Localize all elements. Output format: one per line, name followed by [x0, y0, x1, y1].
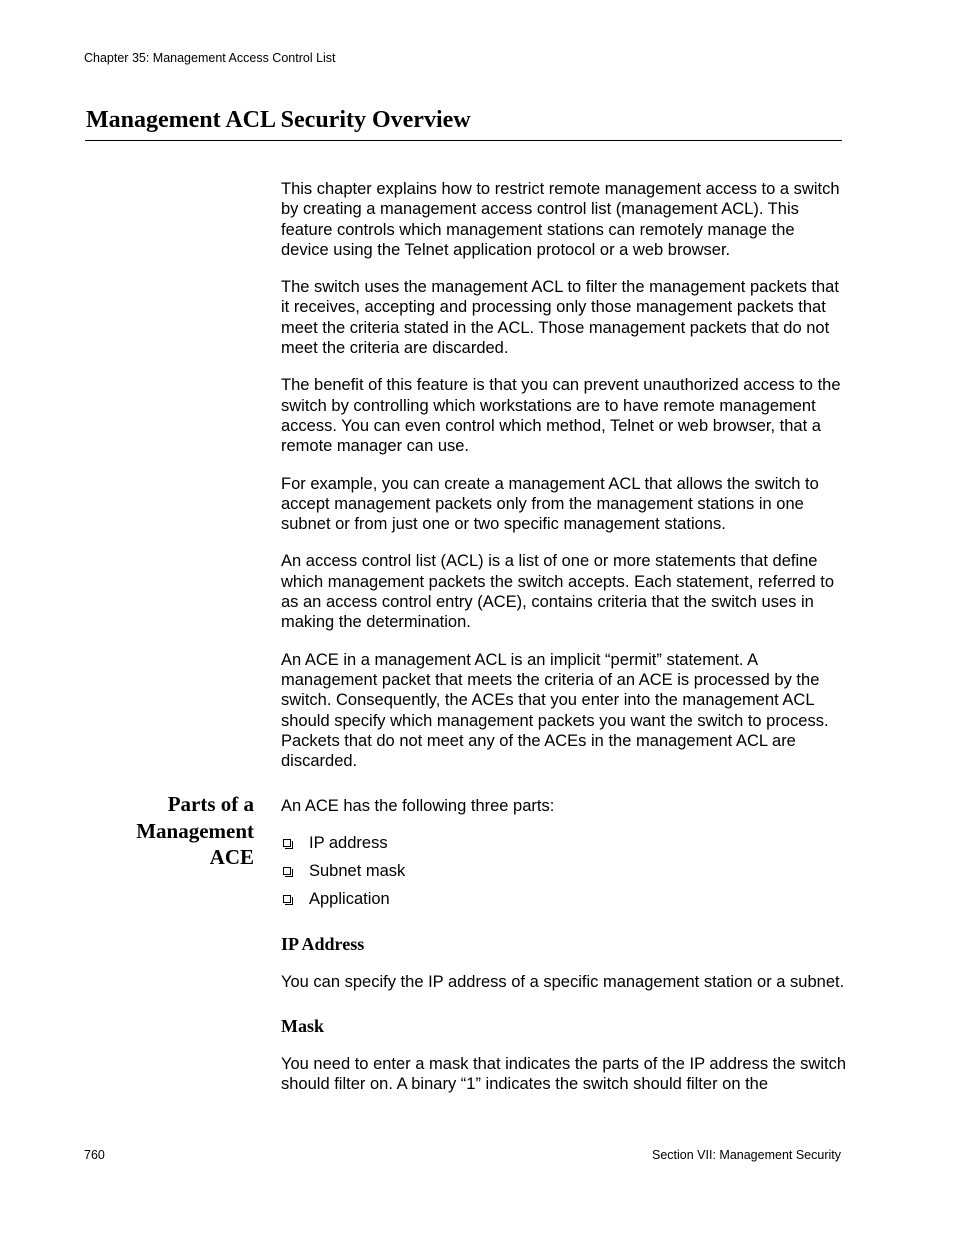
checkbox-bullet-icon: [283, 867, 291, 875]
checkbox-bullet-icon: [283, 839, 291, 847]
mask-text: You need to enter a mask that indicates the parts of the IP address the switch should filter on. A binary “1” indicates the switch should filter on the: [281, 1054, 847, 1094]
overview-paragraph: The switch uses the management ACL to filter the management packets that it receives, accepting and processing only those management packets that meet the criteria stated in the ACL. Those management packets that do not meet the criteria are discarded.: [281, 278, 839, 358]
parts-section-heading: Parts of a Management ACE: [136, 792, 254, 869]
checkbox-bullet-icon: [283, 895, 291, 903]
parts-list: [281, 833, 846, 909]
overview-paragraph: This chapter explains how to restrict remote management access to a switch by creating a management access control list (management ACL). This feature controls which management stations can remotely manage the device using the Telnet application protocol or a web browser.: [281, 180, 840, 259]
overview-paragraph: An access control list (ACL) is a list of one or more statements that define which management packets the switch accepts. Each statement, referred to as an access control entry (ACE), contains criteria that the switch uses in making the determination.: [281, 552, 835, 632]
page-title: Management ACL Security Overview: [86, 107, 471, 133]
parts-body: [281, 796, 846, 1111]
parts-intro: An ACE has the following three parts:: [281, 797, 555, 815]
running-footer: Section VII: Management Security: [652, 1148, 841, 1162]
title-rule: [85, 140, 842, 141]
mask-heading: Mask: [281, 1015, 325, 1036]
overview-paragraph: An ACE in a management ACL is an implicit “permit” statement. A management packet that meets the criteria of an ACE is processed by the switch. Consequently, the ACEs that you enter into the management ACL should specify which management packets you want the switch to process. Packets that do not meet any of the ACEs in the management ACL are discarded.: [281, 650, 829, 771]
overview-paragraph: The benefit of this feature is that you can prevent unauthorized access to the switch by controlling which workstations are to have remote management access. You can even control which method, Telnet or web browser, that a remote manager can use.: [281, 376, 841, 456]
running-header: Chapter 35: Management Access Control List: [84, 51, 336, 65]
page-number: 760: [84, 1148, 105, 1162]
list-item: IP address: [281, 833, 846, 853]
overview-paragraph: For example, you can create a management ACL that allows the switch to accept management packets only from the management stations in one subnet or from just one or two specific management stations.: [281, 474, 819, 534]
list-item: Application: [281, 889, 846, 909]
list-item: Subnet mask: [281, 861, 846, 881]
ip-address-text: You can specify the IP address of a specific management station or a subnet.: [281, 972, 845, 991]
ip-address-heading: IP Address: [281, 933, 365, 954]
overview-body: [281, 179, 846, 788]
